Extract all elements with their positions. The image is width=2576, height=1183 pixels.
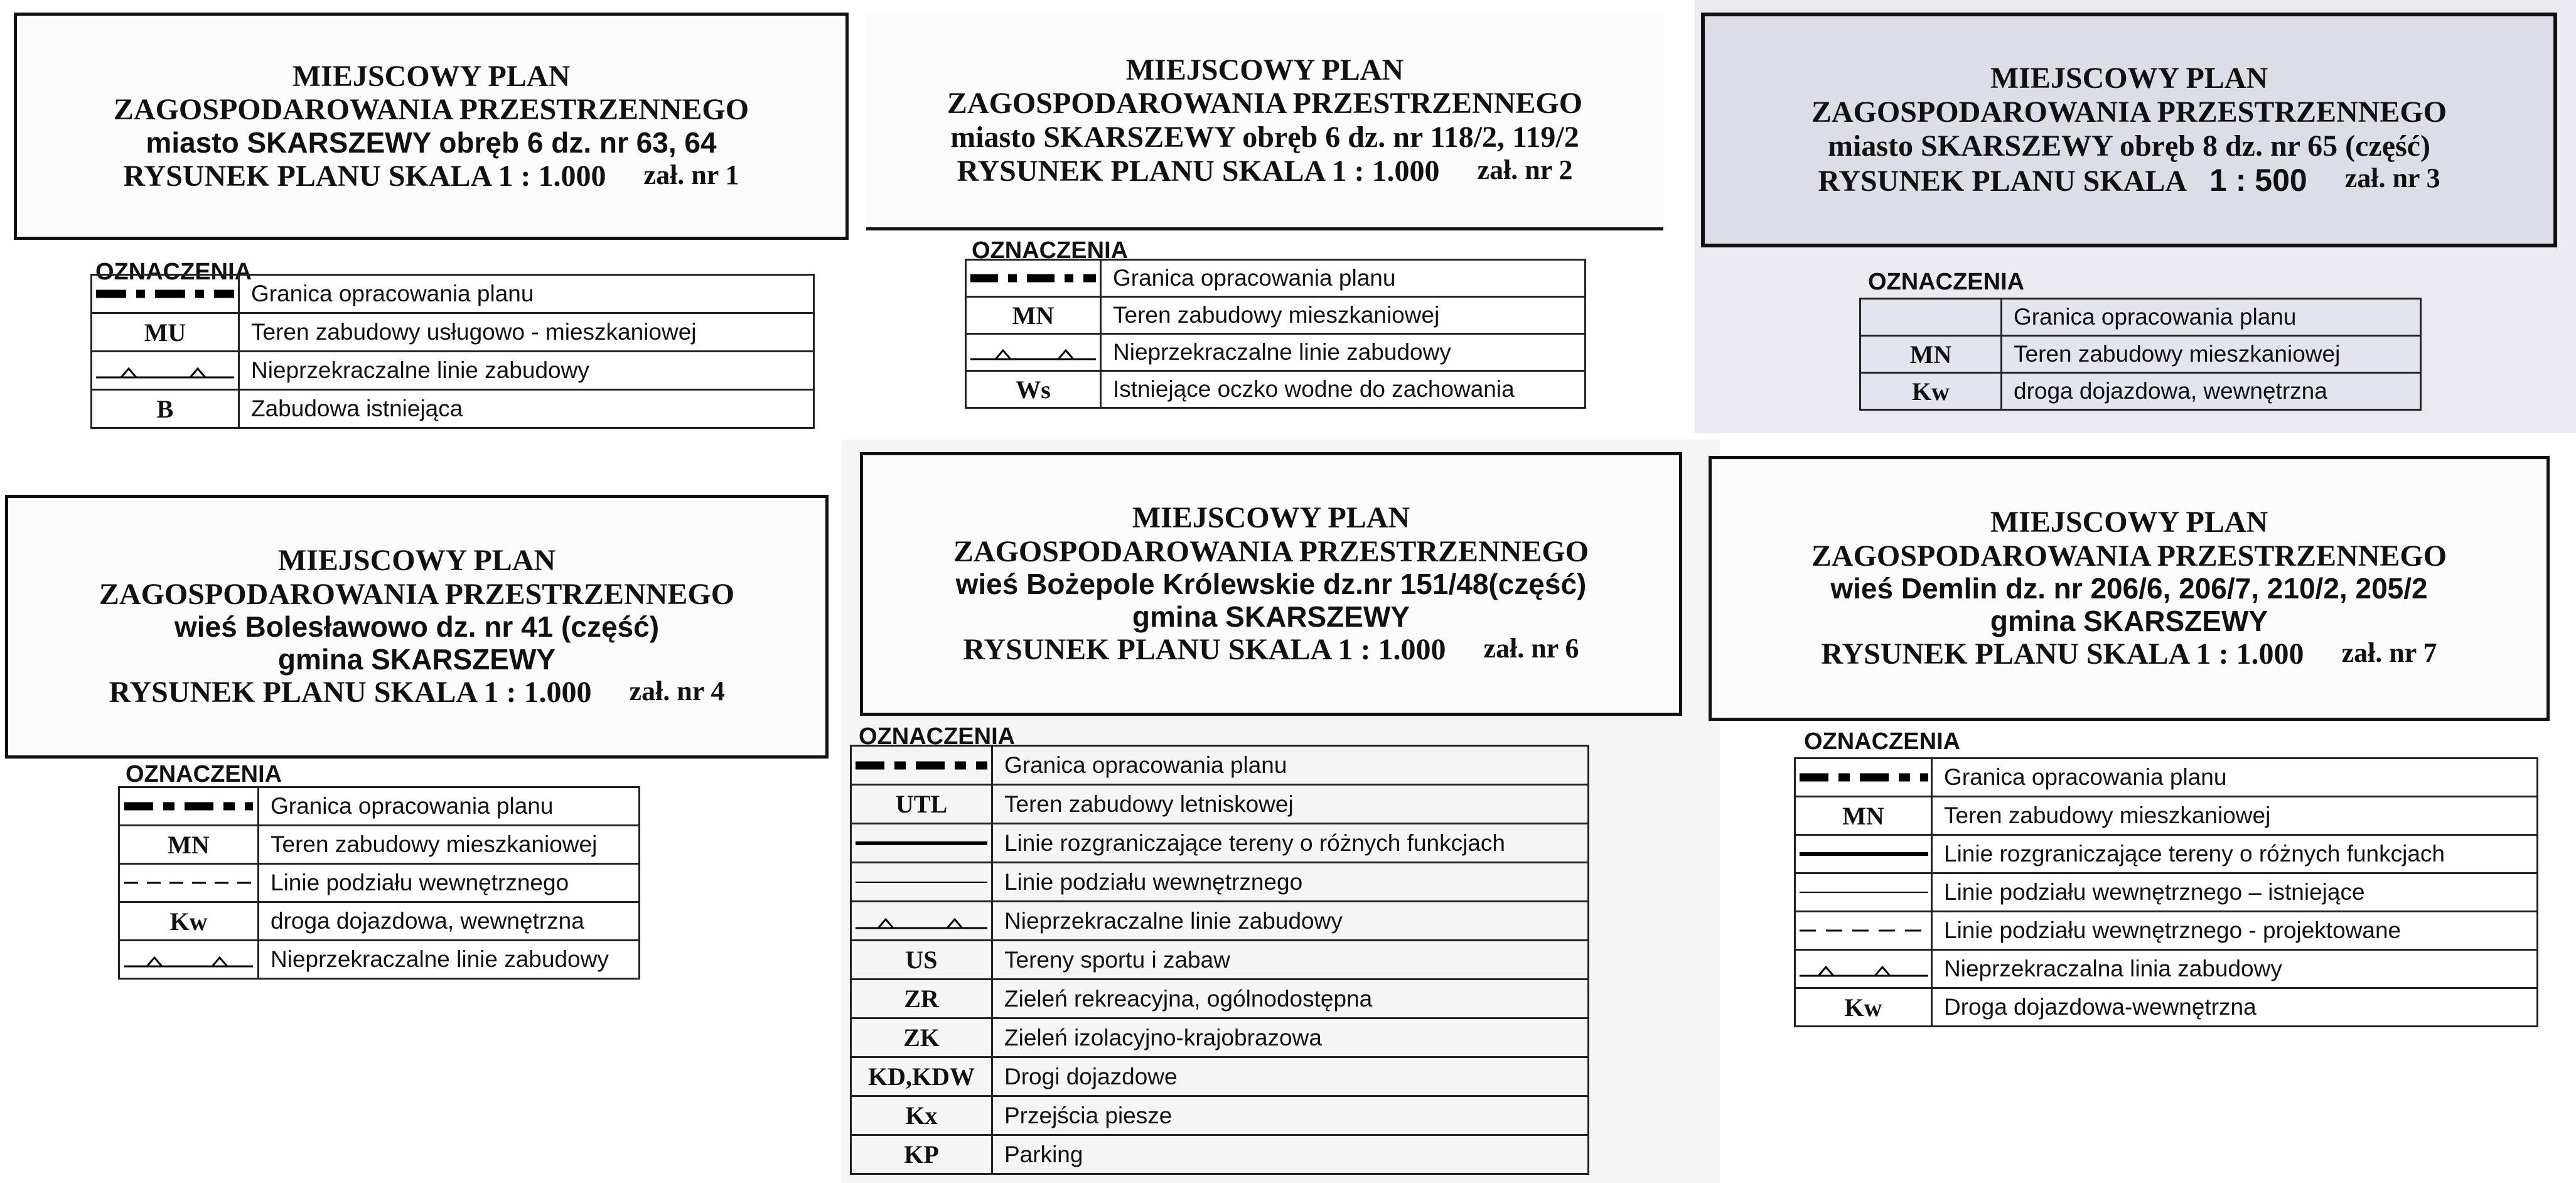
legend-label: Linie podziału wewnętrznego: [259, 864, 640, 902]
building-line-triangles-icon: [119, 941, 259, 979]
building-line-triangles-icon: [1795, 950, 1932, 988]
legend-row: [92, 275, 814, 313]
legend-symbol: B: [92, 390, 239, 428]
legend-label: Nieprzekraczalne linie zabudowy: [1101, 334, 1586, 371]
plan-title-box-3: [1701, 13, 2557, 247]
legend-row: [92, 313, 814, 352]
legend-row: [119, 787, 640, 826]
legend-table-4: [118, 786, 640, 980]
legend-label: Parking: [992, 1135, 1589, 1174]
title-line: wieś Bożepole Królewskie dz.nr 151/48(część): [955, 568, 1587, 601]
plan-title-box-6: [860, 452, 1682, 716]
legend-table-7: [1794, 757, 2538, 1027]
dash-dot-boundary-line-icon: [92, 275, 239, 313]
legend-label: Linie rozgraniczające tereny o różnych funkcjach: [1932, 835, 2538, 873]
legend-label: Teren zabudowy mieszkaniowej: [1101, 297, 1586, 334]
legend-label: Teren zabudowy letniskowej: [992, 785, 1589, 824]
legend-label: Granica opracowania planu: [1932, 759, 2538, 797]
annex-number: zał. nr 6: [1483, 633, 1579, 664]
plan-title-box-7: [1709, 456, 2550, 721]
legend-symbol: Ws: [966, 371, 1101, 408]
title-line: miasto SKARSZEWY obręb 6 dz. nr 63, 64: [146, 126, 717, 159]
legend-label: Nieprzekraczalne linie zabudowy: [239, 352, 814, 390]
legend-symbol: MN: [1860, 336, 2002, 373]
legend-label: Linie podziału wewnętrznego: [992, 863, 1589, 902]
title-line: MIEJSCOWY PLAN: [292, 59, 571, 93]
legend-symbol: ZK: [851, 1018, 992, 1057]
title-line: MIEJSCOWY PLAN: [1990, 62, 2268, 95]
legend-row: [966, 371, 1586, 408]
title-line: wieś Bolesławowo dz. nr 41 (część): [174, 610, 660, 644]
legend-table-3: [1859, 298, 2422, 411]
legend-row: [1860, 373, 2421, 410]
legend-label: Nieprzekraczalne linie zabudowy: [992, 902, 1589, 941]
scale-line: RYSUNEK PLANU SKALA 1 : 1.000: [123, 159, 606, 193]
legend-row: [851, 1096, 1589, 1135]
legend-symbol: Kw: [1860, 373, 2002, 410]
plan-title-box-2: [866, 14, 1663, 230]
scale-line: RYSUNEK PLANU SKALA 1 : 1.000: [109, 676, 592, 710]
thin-line-icon: [851, 863, 992, 902]
legend-symbol: Kw: [1795, 988, 1932, 1027]
legend-label: Istniejące oczko wodne do zachowania: [1101, 371, 1586, 408]
title-line: ZAGOSPODAROWANIA PRZESTRZENNEGO: [1811, 95, 2447, 129]
legend-label: Zieleń izolacyjno-krajobrazowa: [992, 1018, 1589, 1057]
legend-row: [119, 902, 640, 941]
title-line: wieś Demlin dz. nr 206/6, 206/7, 210/2, 205/2: [1830, 572, 2428, 605]
scale-row: [8, 676, 825, 710]
legend-symbol: MN: [966, 297, 1101, 334]
legend-row: [851, 1135, 1589, 1174]
legend-row: [1795, 759, 2538, 797]
legend-row: [92, 390, 814, 428]
legend-symbol: MU: [92, 313, 239, 352]
annex-number: zał. nr 1: [643, 159, 739, 190]
legend-label: Granica opracowania planu: [259, 787, 640, 826]
legend-symbol: UTL: [851, 785, 992, 824]
scale-value: 1 : 500: [2209, 163, 2307, 198]
legend-symbol: KP: [851, 1135, 992, 1174]
legend-row: [1795, 950, 2538, 988]
legend-title: OZNACZENIA: [972, 237, 1129, 264]
legend-row: [1795, 797, 2538, 835]
scale-line: RYSUNEK PLANU SKALA 1 : 1.000: [957, 154, 1440, 188]
legend-table-1: [90, 274, 815, 429]
dash-dot-boundary-line-icon: [1795, 759, 1932, 797]
scale-line: RYSUNEK PLANU SKALA 1 : 1.000: [963, 633, 1446, 667]
legend-label: Nieprzekraczalna linia zabudowy: [1932, 950, 2538, 988]
legend-row: [851, 824, 1589, 863]
legend-row: [851, 1018, 1589, 1057]
legend-symbol-empty: [1860, 299, 2002, 336]
legend-symbol: Kw: [119, 902, 259, 941]
legend-label: Zieleń rekreacyjna, ogólnodostępna: [992, 980, 1589, 1018]
annex-number: zał. nr 7: [2341, 637, 2437, 669]
title-line: gmina SKARSZEWY: [1990, 604, 2268, 637]
legend-label: Linie rozgraniczające tereny o różnych funkcjach: [992, 824, 1589, 863]
dashed-line-icon: [1795, 912, 1932, 950]
legend-row: [1860, 299, 2421, 336]
legend-title: OZNACZENIA: [1868, 269, 2025, 295]
legend-label: Nieprzekraczalne linie zabudowy: [259, 941, 640, 979]
title-line: gmina SKARSZEWY: [277, 642, 556, 676]
legend-label: Teren zabudowy mieszkaniowej: [259, 826, 640, 864]
legend-row: [851, 980, 1589, 1018]
title-line: MIEJSCOWY PLAN: [277, 543, 556, 577]
legend-table-2: [965, 259, 1586, 409]
legend-label: Granica opracowania planu: [239, 275, 814, 313]
scale-row: [863, 633, 1679, 667]
legend-title: OZNACZENIA: [1804, 728, 1961, 755]
legend-row: [119, 826, 640, 864]
legend-row: [851, 902, 1589, 941]
annex-number: zał. nr 3: [2344, 163, 2440, 194]
legend-label: Linie podziału wewnętrznego – istniejące: [1932, 873, 2538, 912]
title-line: ZAGOSPODAROWANIA PRZESTRZENNEGO: [1811, 539, 2447, 573]
scale-row: [17, 159, 845, 193]
legend-label: Teren zabudowy usługowo - mieszkaniowej: [239, 313, 814, 352]
legend-label: Przejścia piesze: [992, 1096, 1589, 1135]
scale-line: RYSUNEK PLANU SKALA 1 : 1.000: [1821, 637, 2304, 671]
dash-dot-boundary-line-icon: [966, 260, 1101, 297]
annex-number: zał. nr 4: [629, 676, 725, 707]
legend-symbol: MN: [1795, 797, 1932, 835]
legend-row: [851, 746, 1589, 785]
plan-title-box-1: [14, 13, 849, 240]
legend-row: [851, 863, 1589, 902]
thin-line-icon: [1795, 873, 1932, 912]
legend-symbol: KD,KDW: [851, 1057, 992, 1096]
scale-label: RYSUNEK PLANU SKALA: [1818, 165, 2187, 198]
legend-row: [851, 941, 1589, 980]
legend-label: Drogi dojazdowe: [992, 1057, 1589, 1096]
title-line: miasto SKARSZEWY obręb 8 dz. nr 65 (część): [1828, 129, 2430, 163]
legend-label: Tereny sportu i zabaw: [992, 941, 1589, 980]
plan-title-box-4: [5, 495, 829, 759]
title-line: miasto SKARSZEWY obręb 6 dz. nr 118/2, 119/2: [950, 121, 1579, 154]
title-line: MIEJSCOWY PLAN: [1132, 500, 1410, 534]
scale-row: [1705, 163, 2553, 198]
legend-row: [1795, 835, 2538, 873]
legend-row: [92, 352, 814, 390]
legend-row: [966, 297, 1586, 334]
scale-line: [1818, 163, 2307, 198]
legend-label: Granica opracowania planu: [1101, 260, 1586, 297]
legend-label: Granica opracowania planu: [992, 746, 1589, 785]
legend-label: Linie podziału wewnętrznego - projektowane: [1932, 912, 2538, 950]
legend-symbol: MN: [119, 826, 259, 864]
title-line: ZAGOSPODAROWANIA PRZESTRZENNEGO: [99, 577, 735, 611]
legend-title: OZNACZENIA: [126, 761, 282, 787]
legend-row: [966, 260, 1586, 297]
legend-label: Zabudowa istniejąca: [239, 390, 814, 428]
legend-row: [1795, 912, 2538, 950]
title-line: ZAGOSPODAROWANIA PRZESTRZENNEGO: [953, 534, 1589, 568]
title-line: MIEJSCOWY PLAN: [1125, 53, 1404, 87]
legend-label: droga dojazdowa, wewnętrzna: [259, 902, 640, 941]
dash-dot-boundary-line-icon: [119, 787, 259, 826]
building-line-triangles-icon: [851, 902, 992, 941]
title-line: gmina SKARSZEWY: [1132, 600, 1410, 633]
legend-row: [1795, 873, 2538, 912]
legend-table-6: [850, 745, 1589, 1175]
legend-label: droga dojazdowa, wewnętrzna: [2002, 373, 2421, 410]
legend-title: OZNACZENIA: [95, 259, 252, 285]
building-line-triangles-icon: [966, 334, 1101, 371]
title-line: ZAGOSPODAROWANIA PRZESTRZENNEGO: [947, 87, 1583, 121]
annex-number: zał. nr 2: [1477, 154, 1573, 185]
legend-row: [1795, 988, 2538, 1027]
legend-row: [851, 785, 1589, 824]
legend-label: Teren zabudowy mieszkaniowej: [2002, 336, 2421, 373]
dashed-line-icon: [119, 864, 259, 902]
legend-row: [851, 1057, 1589, 1096]
title-line: ZAGOSPODAROWANIA PRZESTRZENNEGO: [113, 93, 749, 127]
legend-row: [1860, 336, 2421, 373]
legend-row: [966, 334, 1586, 371]
solid-line-icon: [851, 824, 992, 863]
building-line-triangles-icon: [92, 352, 239, 390]
legend-title: OZNACZENIA: [859, 723, 1016, 750]
legend-symbol: ZR: [851, 980, 992, 1018]
title-line: MIEJSCOWY PLAN: [1990, 505, 2268, 539]
legend-row: [119, 864, 640, 902]
scale-row: [1712, 637, 2546, 671]
legend-label: Droga dojazdowa-wewnętrzna: [1932, 988, 2538, 1027]
scale-row: [866, 154, 1663, 188]
dash-dot-boundary-line-icon: [851, 746, 992, 785]
legend-label: Granica opracowania planu: [2002, 299, 2421, 336]
legend-row: [119, 941, 640, 979]
legend-symbol: Kx: [851, 1096, 992, 1135]
solid-line-icon: [1795, 835, 1932, 873]
legend-label: Teren zabudowy mieszkaniowej: [1932, 797, 2538, 835]
legend-symbol: US: [851, 941, 992, 980]
